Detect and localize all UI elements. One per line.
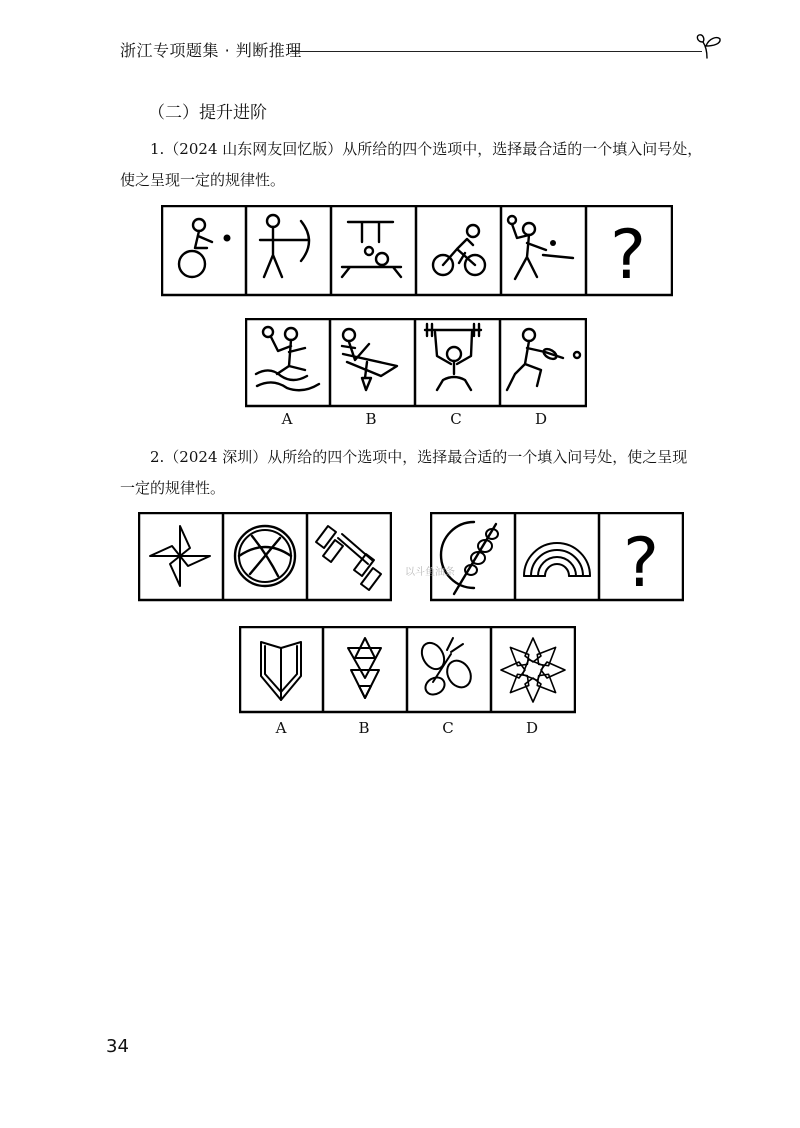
question-1-option-c-label[interactable]: C	[450, 410, 462, 428]
question-1-option-d-label[interactable]: D	[534, 410, 548, 428]
question-2-line-1: 2.（2024 深圳）从所给的四个选项中，选择最合适的一个填入问号处，使之呈现	[150, 448, 688, 466]
watermark: 以斗鱼油条	[405, 567, 455, 578]
running-header: 浙江专项题集 · 判断推理	[120, 41, 302, 60]
question-mark: ?	[622, 524, 660, 602]
question-mark: ?	[609, 216, 647, 295]
page-number: 34	[106, 1036, 129, 1057]
header-rule	[290, 51, 702, 52]
question-1-options-figure	[245, 318, 587, 408]
question-1-stem-figure	[161, 205, 673, 297]
question-1-option-a-label[interactable]: A	[281, 410, 293, 428]
question-1-line-2: 使之呈现一定的规律性。	[120, 171, 286, 189]
question-2-stem-right-figure	[430, 512, 684, 602]
question-1-text	[120, 134, 710, 196]
question-1-line-1: 1.（2024 山东网友回忆版）从所给的四个选项中，选择最合适的一个填入问号处，	[150, 140, 703, 158]
question-1-option-b-label[interactable]: B	[365, 410, 377, 428]
sprout-icon	[695, 30, 725, 60]
question-2-option-b-label[interactable]: B	[358, 719, 370, 737]
section-title: （二）提升进阶	[148, 103, 267, 123]
question-2-option-a-label[interactable]: A	[275, 719, 287, 737]
question-2-option-d-label[interactable]: D	[525, 719, 539, 737]
question-2-stem-left-figure	[138, 512, 392, 602]
question-2-text	[120, 442, 710, 504]
question-2-option-c-label[interactable]: C	[442, 719, 454, 737]
question-2-options-figure	[239, 626, 576, 714]
question-2-line-2: 一定的规律性。	[120, 479, 226, 497]
